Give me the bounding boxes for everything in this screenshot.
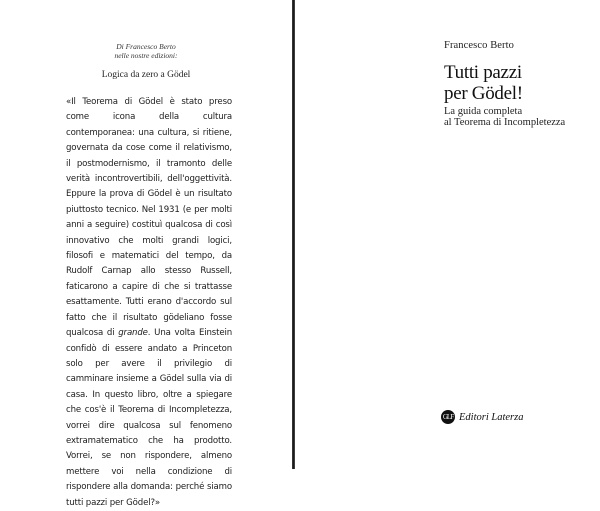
blurb-text-start: «Il Teorema di Gödel è stato preso come icona della cultura contemporanea: una cultura, si ritiene, governata da cose come il relativismo, il postmodernismo, il tramonto delle verità incontrovertibili, dell'oggettività. Eppure la prova di Gödel è un risultato piuttosto tecnico. Nel 1931 (e per molti anni a seguire) costituì qualcosa di così innovativo che molti grandi logici, filosofi e matematici del tempo, da Rudolf Carnap allo stesso Russell, faticarono a capire di che si trattasse esattamente. Tutti erano d'accordo sul fatto che il risultato gödeliano fosse qualcosa di (66, 97, 232, 339)
blurb-paragraph (66, 95, 232, 511)
other-works-heading (0, 42, 292, 60)
back-cover-blurb (66, 95, 232, 511)
book-spine-divider (292, 0, 295, 469)
book-subtitle-line-1: La guida completa (444, 106, 523, 117)
author-name: Francesco Berto (444, 40, 515, 51)
publisher-name: Editori Laterza (459, 411, 524, 423)
left-page (0, 0, 292, 508)
other-works-title: Logica da zero a Gödel (101, 70, 191, 80)
publisher-imprint (441, 410, 523, 424)
book-title-line-1: Tutti pazzi (444, 62, 522, 83)
other-works-heading-line-1: Di Francesco Berto (116, 42, 176, 51)
blurb-text-end: . Una volta Einstein confidò di essere andato a Princeton solo per avere il privilegio di camminare insieme a Gödel sulla via di casa. In questo libro, oltre a spiegare che cos'è il Teorema di Incompletezza, vorrei dire qualcosa sul fenomeno extramatematico che ha prodotto. Vorrei, se non rispondere, almeno mettere voi nella condizione di rispondere alla domanda: perché siamo tutti pazzi per Gödel?» (66, 328, 233, 508)
blurb-emphasis: grande (118, 328, 148, 339)
book-subtitle-line-2: al Teorema di Incompletezza (444, 117, 566, 128)
book-subtitle (444, 106, 565, 128)
book-title (444, 62, 523, 104)
publisher-logo-icon: GLF (441, 410, 455, 424)
other-works-heading-line-2: nelle nostre edizioni: (114, 51, 178, 60)
book-title-line-2: per Gödel! (444, 83, 523, 104)
